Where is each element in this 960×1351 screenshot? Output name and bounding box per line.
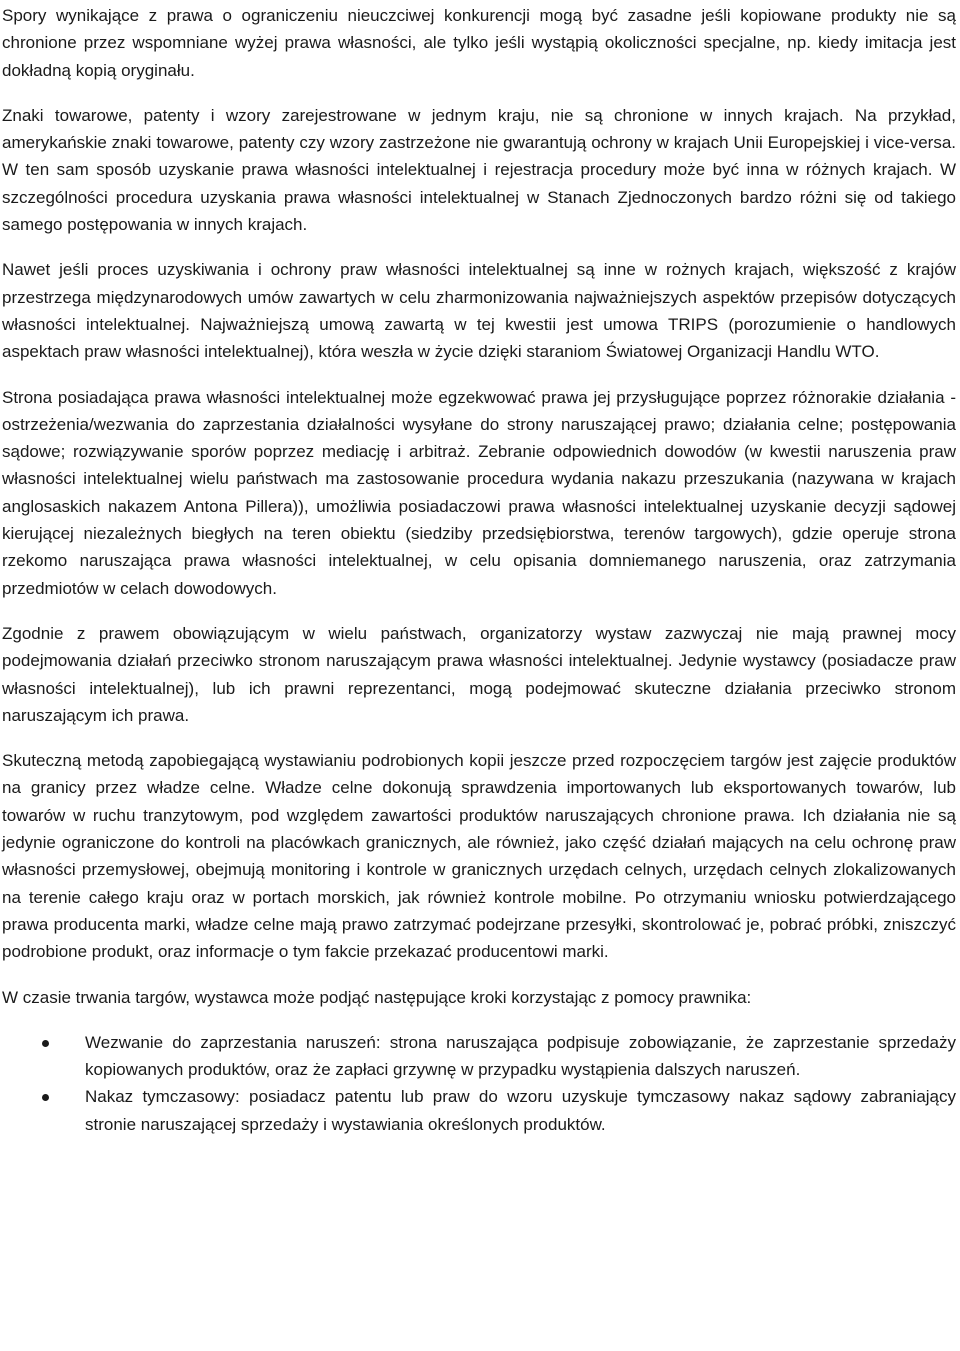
paragraph-territorial-protection: Znaki towarowe, patenty i wzory zarejestrowane w jednym kraju, nie są chronione w innych krajach. Na przykład, amerykańskie znaki towarowe, patenty czy wzory zastrzeżone nie gwarantują ochrony w krajach Unii Europejskiej i vice-versa. W ten sam sposób uzyskanie prawa własności intelektualnej i rejestracja procedury może być inna w różnych krajach. W szczególności procedura uzyskania prawa własności intelektualnej w Stanach Zjednoczonych bardzo różni się od takiego samego postępowania w innych krajach.: [2, 105, 956, 235]
bullet-icon: [42, 1094, 49, 1101]
list-item: [2, 1029, 956, 1084]
paragraph-steps-intro: W czasie trwania targów, wystawca może podjąć następujące kroki korzystając z pomocy prawnika:: [2, 987, 752, 1007]
list-item-text: Wezwanie do zaprzestania naruszeń: strona naruszająca podpisuje zobowiązanie, że zaprzestanie sprzedaży kopiowanych produktów, oraz że zapłaci grzywnę w przypadku wystąpienia dalszych naruszeń.: [85, 1032, 956, 1080]
bullet-icon: [42, 1040, 49, 1047]
paragraph-trips-agreement: Nawet jeśli proces uzyskiwania i ochrony praw własności intelektualnej są inne w rożnych krajach, większość z krajów przestrzega międzynarodowych umów zawartych w celu zharmonizowania najważniejszych aspektów przepisów dotyczących własności intelektualnej. Najważniejszą umową zawartą w tej kwestii jest umowa TRIPS (porozumienie o handlowych aspektach praw własności intelektualnej), która weszła w życie dzięki staraniom Światowej Organizacji Handlu WTO.: [2, 260, 956, 362]
paragraph-enforcement: Strona posiadająca prawa własności intelektualnej może egzekwować prawa jej przysługujące poprzez różnorakie działania - ostrzeżenia/wezwania do zaprzestania działalności wysyłane do strony naruszającej prawo; działania celne; postępowania sądowe; rozwiązywanie sporów poprzez mediację i arbitraż. Zebranie odpowiednich dowodów (w kwestii naruszenia praw własności intelektualnej wielu państwach ma zastosowanie procedura wydania nakazu przeszukania (nazywana w krajach anglosaskich nakazem Antona Pillera)), umożliwia posiadaczowi prawa własności intelektualnej uzyskanie decyzji sądowej kierującej niezależnych biegłych na teren obiektu (siedziby przedsiębiorstwa, terenów targowych), gdzie operuje strona rzekomo naruszająca prawa własności intelektualnej, w celu opisania domniemanego naruszenia, oraz zatrzymania przedmiotów w celach dowodowych.: [2, 387, 956, 598]
paragraph-exhibition-organizers: Zgodnie z prawem obowiązującym w wielu państwach, organizatorzy wystaw zazwyczaj nie mają prawnej mocy podejmowania działań przeciwko stronom naruszającym prawa własności intelektualnej. Jedynie wystawcy (posiadacze praw własności intelektualnej), lub ich prawni reprezentanci, mogą podejmować skuteczne działania przeciwko stronom naruszającym ich prawa.: [2, 623, 956, 725]
list-item-text: Nakaz tymczasowy: posiadacz patentu lub praw do wzoru uzyskuje tymczasowy nakaz sądowy zabraniający stronie naruszającej sprzedaży i wystawiania określonych produktów.: [85, 1087, 956, 1134]
paragraph-unfair-competition: Spory wynikające z prawa o ograniczeniu nieuczciwej konkurencji mogą być zasadne jeśli kopiowane produkty nie są chronione przez wspomniane wyżej prawa własności, ale tylko jeśli wystąpią okoliczności specjalne, np. kiedy imitacja jest dokładną kopią oryginału.: [2, 6, 956, 80]
list-item: [2, 1083, 956, 1138]
paragraph-customs-seizure: Skuteczną metodą zapobiegającą wystawianiu podrobionych kopii jeszcze przed rozpoczęciem targów jest zajęcie produktów na granicy przez władze celne. Władze celne dokonują sprawdzenia importowanych lub eksportowanych towarów, lub towarów w ruchu tranzytowym, pod względem zawartości produktów naruszających chronione prawa. Ich działania nie są jedynie ograniczone do kontroli na placówkach granicznych, ale również, jako część działań mających na celu ochronę praw własności przemysłowej, obejmują monitoring i kontrole w granicznych urzędach celnych, urzędach celnych zlokalizowanych na terenie całego kraju oraz w portach morskich, jak również kontrole mobilne. Po otrzymaniu wniosku potwierdzającego prawa producenta marki, władze celne mają prawo zatrzymać podejrzane przesyłki, skontrolować je, pobrać próbki, zniszczyć podrobione produkt, oraz informacje o tym fakcie przekazać producentowi marki.: [2, 751, 956, 962]
steps-list: [2, 1029, 956, 1138]
